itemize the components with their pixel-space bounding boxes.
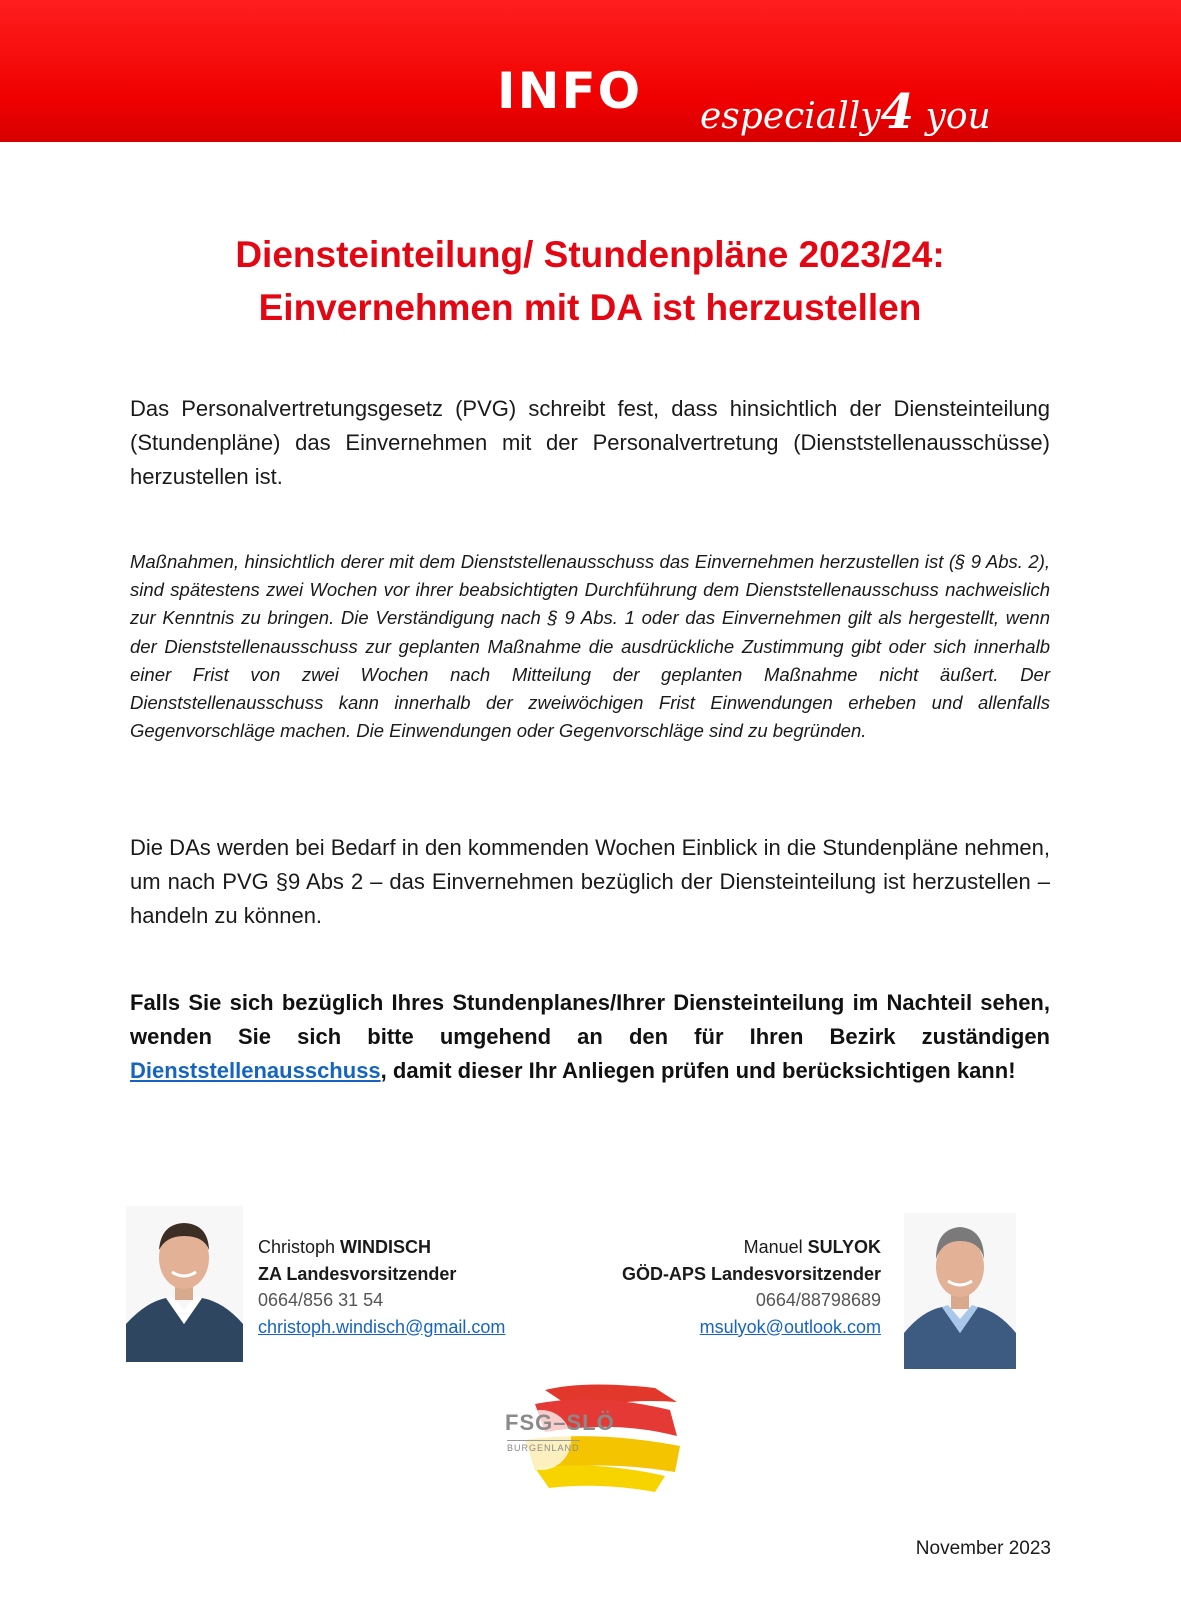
contact-role: GÖD-APS Landesvorsitzender (621, 1263, 881, 1284)
header-banner (0, 0, 1181, 142)
da-paragraph: Die DAs werden bei Bedarf in den kommenden Wochen Einblick in die Stundenpläne nehmen, um nach PVG §9 Abs 2 – das Einvernehmen bezüglich der Diensteinteilung ist herzustellen – handeln zu können. (130, 835, 1050, 928)
fsg-slo-logo (505, 1380, 685, 1498)
title-line-2: Einvernehmen mit DA ist herzustellen (258, 287, 922, 328)
header-tagline-four: 4 (880, 84, 915, 140)
contact-last-name: WINDISCH (340, 1237, 432, 1257)
header-tagline-pre: especially (700, 96, 881, 137)
document-date: November 2023 (915, 1538, 1051, 1559)
callout-text-before: Falls Sie sich bezüglich Ihres Stundenplanes/Ihrer Diensteinteilung im Nachteil sehen, wenden Sie sich bitte umgehend an den für Ihren Bezirk zuständigen (130, 990, 1050, 1049)
contact-last-name: SULYOK (807, 1237, 881, 1257)
windisch-photo (126, 1206, 243, 1362)
contact-role: ZA Landesvorsitzender (258, 1263, 457, 1284)
contact-phone: 0664/856 31 54 (258, 1290, 384, 1310)
contact-windisch (258, 1234, 505, 1340)
callout-paragraph (130, 986, 1050, 1088)
contact-first-name: Manuel (743, 1237, 808, 1257)
sulyok-email-link[interactable]: msulyok@outlook.com (699, 1316, 881, 1337)
sulyok-photo (904, 1213, 1016, 1369)
header-tagline-post: you (914, 96, 991, 137)
intro-paragraph: Das Personalvertretungsgesetz (PVG) schreibt fest, dass hinsichtlich der Diensteinteilung (Stundenpläne) das Einvernehmen mit der Personalvertretung (Dienststellenausschüsse) herzustellen ist. (130, 396, 1050, 489)
callout-text-after: , damit dieser Ihr Anliegen prüfen und berücksichtigen kann! (380, 1058, 1016, 1083)
contact-first-name: Christoph (258, 1237, 341, 1257)
dienststellenausschuss-link[interactable]: Dienststellenausschuss (130, 1058, 381, 1083)
title-line-1: Diensteinteilung/ Stundenpläne 2023/24: (235, 234, 945, 275)
contact-sulyok (622, 1234, 881, 1340)
page-title (130, 228, 1050, 334)
header-tagline (700, 84, 991, 140)
contact-name (258, 1234, 505, 1261)
law-quote-paragraph: Maßnahmen, hinsichtlich derer mit dem Dienststellenausschuss das Einvernehmen herzustellen ist (§ 9 Abs. 2), sind spätestens zwei Wochen vor ihrer beabsichtigten Durchführung dem Dienststellenausschuss nachweislich zur Kenntnis zu bringen. Die Verständigung nach § 9 Abs. 1 oder das Einvernehmen gilt als hergestellt, wenn der Dienststellenausschuss zur geplanten Maßnahme die ausdrückliche Zustimmung gibt oder sich innerhalb einer Frist von zwei Wochen nach Mitteilung der geplanten Maßnahme nicht äußert. Der Dienststellenausschuss kann innerhalb der zweiwöchigen Frist Einwendungen erheben und allenfalls Gegenvorschläge machen. Die Einwendungen oder Gegenvorschläge sind zu begründen. (130, 551, 1050, 742)
contact-name (622, 1234, 881, 1261)
windisch-email-link[interactable]: christoph.windisch@gmail.com (258, 1316, 506, 1337)
logo-name: FSG–SLÖ (505, 1410, 615, 1435)
logo-region: BURGENLAND (507, 1440, 580, 1453)
contact-phone: 0664/88798689 (755, 1290, 881, 1310)
header-info-title: INFO (497, 62, 643, 120)
